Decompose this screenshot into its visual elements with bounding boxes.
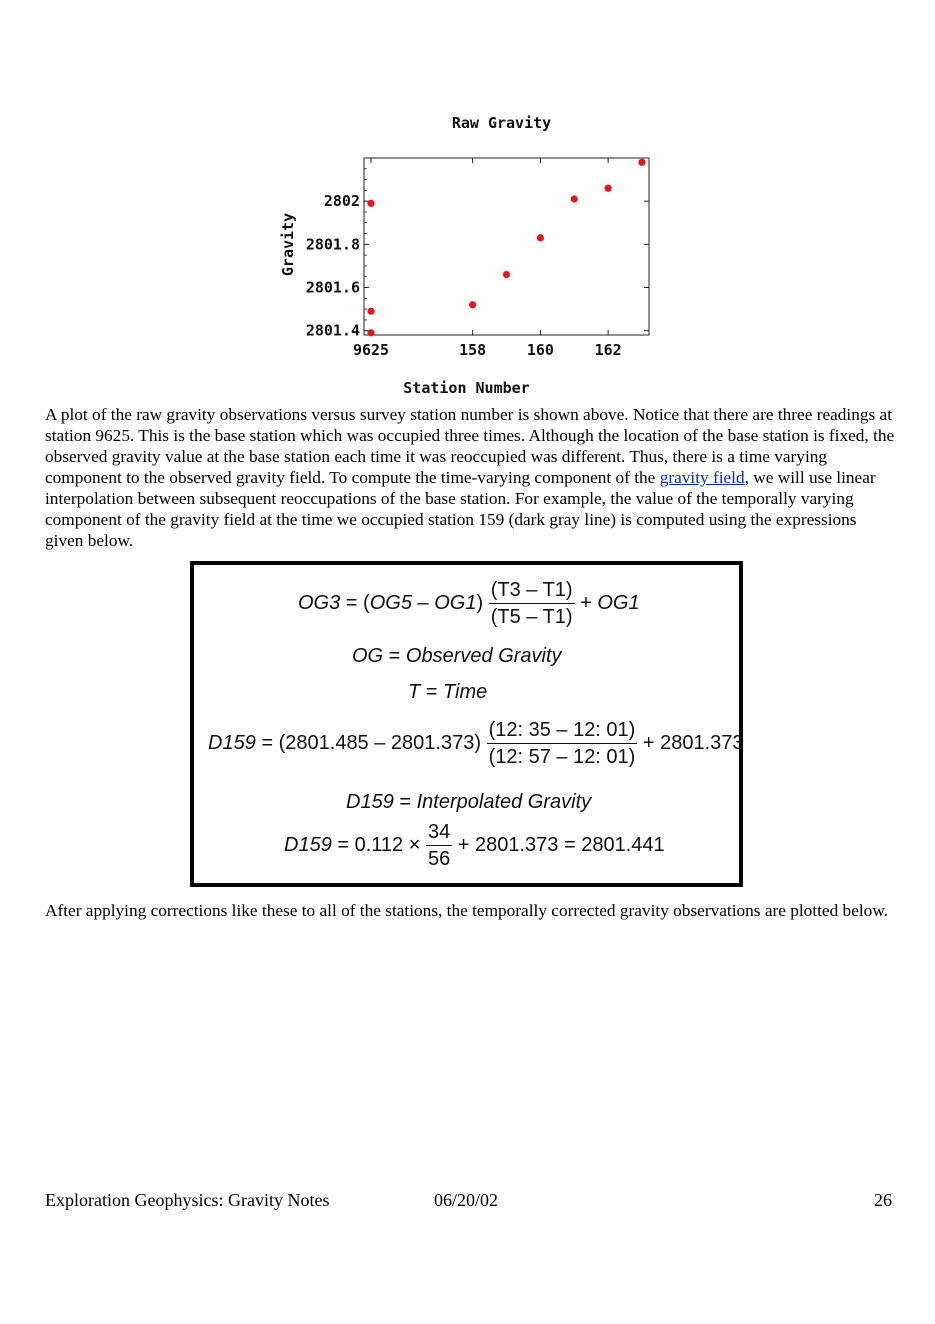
equation-d159-definition: D159 = Interpolated Gravity [346, 791, 592, 813]
data-point [367, 200, 374, 207]
equation-d159-fraction: $\frac{(12: 35 - 12: 01)}{(12: 57 - 12: 01)}$ [488, 719, 636, 768]
equation-d159-result-fraction: $\frac{34}{56}$ [427, 821, 451, 870]
y-tick-label: 2801.8 [305, 235, 360, 254]
footer-title: Exploration Geophysics: Gravity Notes [45, 1190, 330, 1210]
equation-og-definition: OG = Observed Gravity [352, 645, 562, 667]
chart-title: Raw Gravity [451, 114, 552, 132]
footer-date: 06/20/02 [434, 1190, 499, 1210]
paragraph-raw-gravity [45, 404, 895, 551]
paragraph-corrected-gravity: After applying corrections like these to all of the stations, the temporally corrected gravity observations are plotted below. [45, 901, 888, 920]
data-point [537, 234, 544, 241]
equation-t-definition: T = Time [408, 681, 488, 703]
equation-og3-fraction: $\frac{(T3 - T1)}{(T5 - T1)}$ [490, 579, 573, 628]
paragraph1-text-b: , we will use linear interpolation between subsequent reoccupations of the base station. For example, the value of the temporally varying component of the gravity field at the time we occupied station 159 (dark gray line) is computed using the expressions given below. [45, 468, 876, 550]
raw-gravity-plot [270, 105, 670, 405]
data-point [571, 195, 578, 202]
data-point [503, 271, 510, 278]
data-point [367, 308, 374, 315]
plot-frame [364, 158, 649, 335]
y-axis-label: Gravity [279, 212, 297, 277]
data-point [605, 185, 612, 192]
y-tick-label: 2801.4 [305, 321, 360, 340]
equation-box [190, 561, 743, 887]
x-tick-label: 160 [526, 341, 554, 359]
data-point [469, 301, 476, 308]
data-point [367, 329, 374, 336]
y-tick-label: 2801.6 [305, 278, 360, 297]
gravity-field-link[interactable]: gravity field [659, 468, 745, 487]
raw-gravity-chart [270, 105, 670, 405]
x-tick-label: 158 [459, 341, 487, 359]
equation-d159-interpolation: D159 = (2801.485 – 2801.373) $\frac{(12: 35 - 12: 01)}{(12: 57 - 12: 01)}$ + 2801.373 [208, 719, 744, 768]
x-tick-label: 9625 [352, 341, 390, 359]
data-point [638, 159, 645, 166]
footer-page-number: 26 [874, 1190, 892, 1210]
y-tick-label: 2802 [323, 192, 360, 211]
paragraph1-text-a: A plot of the raw gravity observations versus survey station number is shown above. Notice that there are three readings at station 9625. This is the base station which was occupied three times. Although the location of the base station is fixed, the observed gravity value at the base station each time it was reoccupied was different. Thus, there is a time varying component to the observed gravity field. To compute the time-varying component of the [45, 405, 895, 487]
equation-d159-result: D159 = 0.112 × $\frac{34}{56}$ + 2801.373 = 2801.441 [284, 821, 665, 870]
x-axis-label: Station Number [403, 379, 530, 397]
equation-og3: OG3 = (OG5 – OG1) $\frac{(T3 - T1)}{(T5 - T1)}$ + OG1 [298, 579, 640, 628]
x-tick-label: 162 [594, 341, 622, 359]
